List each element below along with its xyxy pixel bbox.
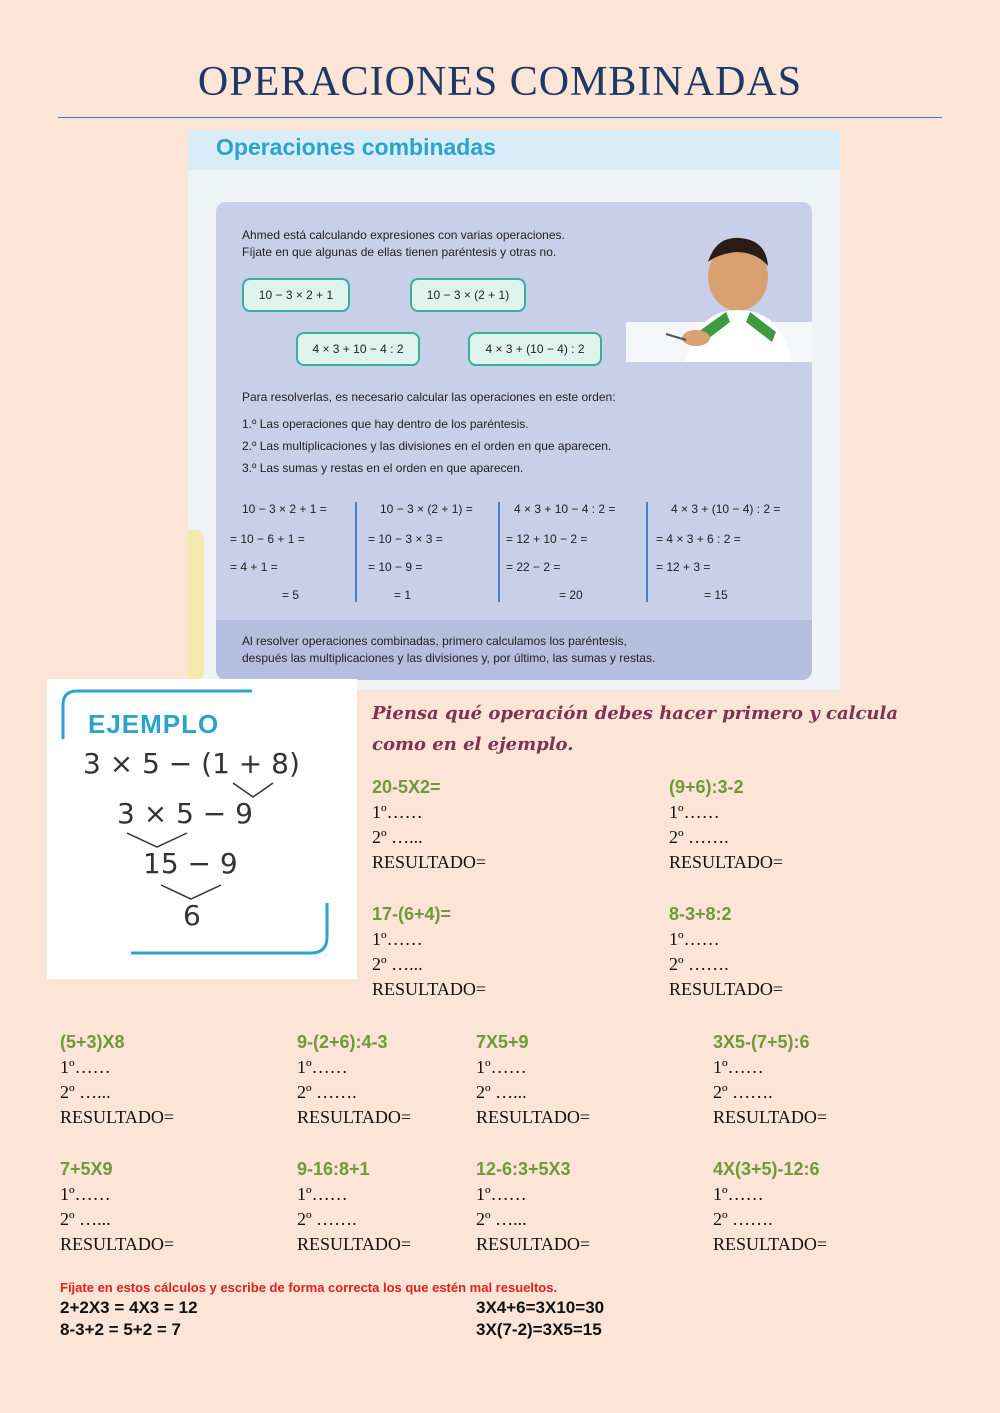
order-step-1: 1.º Las operaciones que hay dentro de los paréntesis. — [242, 417, 529, 431]
exercise-block — [476, 1156, 706, 1257]
calc-line: = 12 + 10 − 2 = — [506, 532, 588, 546]
correction-instruction: Fíjate en estos cálculos y escribe de forma correcta los que estén mal resueltos. — [60, 1280, 558, 1295]
step-2-blank[interactable]: 2º ……. — [669, 827, 729, 847]
calc-line: 4 × 3 + 10 − 4 : 2 = — [514, 502, 616, 516]
result-blank[interactable]: RESULTADO= — [372, 979, 487, 999]
step-2-blank[interactable]: 2º …... — [372, 954, 423, 974]
example-title: EJEMPLO — [88, 709, 220, 739]
result-blank[interactable]: RESULTADO= — [713, 1107, 828, 1127]
step-1-blank[interactable]: 1º…… — [476, 1184, 527, 1204]
calc-line: = 4 × 3 + 6 : 2 = — [656, 532, 741, 546]
result-blank[interactable]: RESULTADO= — [60, 1234, 175, 1254]
exercise-block — [713, 1029, 943, 1130]
correction-item: 2+2X3 = 4X3 = 12 — [60, 1298, 198, 1317]
result-blank[interactable]: RESULTADO= — [297, 1107, 412, 1127]
exercise-expression: 7X5+9 — [476, 1032, 529, 1052]
expression-box: 4 × 3 + 10 − 4 : 2 — [296, 332, 420, 366]
step-1-blank[interactable]: 1º…… — [713, 1057, 764, 1077]
result-blank[interactable]: RESULTADO= — [669, 979, 784, 999]
step-2-blank[interactable]: 2º …... — [476, 1209, 527, 1229]
exercise-expression: 12-6:3+5X3 — [476, 1159, 571, 1179]
step-1-blank[interactable]: 1º…… — [713, 1184, 764, 1204]
step-1-blank[interactable]: 1º…… — [372, 802, 423, 822]
intro-line-1: Ahmed está calculando expresiones con varias operaciones. — [242, 228, 565, 242]
correction-item: 8-3+2 = 5+2 = 7 — [60, 1320, 181, 1339]
step-1-blank[interactable]: 1º…… — [669, 802, 720, 822]
calc-line: 10 − 3 × 2 + 1 = — [242, 502, 327, 516]
textbook-header — [188, 130, 840, 170]
calc-line: = 10 − 9 = — [368, 560, 423, 574]
exercise-expression: 7+5X9 — [60, 1159, 113, 1179]
calc-result: = 5 — [282, 588, 300, 602]
calc-line: 4 × 3 + (10 − 4) : 2 = — [671, 502, 781, 516]
calc-line: = 22 − 2 = — [506, 560, 561, 574]
exercise-expression: 9-(2+6):4-3 — [297, 1032, 388, 1052]
step-2-blank[interactable]: 2º ……. — [297, 1082, 357, 1102]
textbook-panel — [188, 130, 840, 690]
order-step-3: 3.º Las sumas y restas en el orden en que aparecen. — [242, 461, 524, 475]
exercise-expression: 4X(3+5)-12:6 — [713, 1159, 820, 1179]
calc-separator — [498, 502, 500, 602]
step-1-blank[interactable]: 1º…… — [297, 1057, 348, 1077]
step-1-blank[interactable]: 1º…… — [60, 1184, 111, 1204]
step-2-blank[interactable]: 2º ……. — [669, 954, 729, 974]
result-blank[interactable]: RESULTADO= — [476, 1107, 591, 1127]
boy-writing-illustration — [626, 222, 812, 362]
exercise-expression: 9-16:8+1 — [297, 1159, 370, 1179]
summary-line-1: Al resolver operaciones combinadas, primero calculamos los paréntesis, — [242, 634, 627, 648]
step-1-blank[interactable]: 1º…… — [60, 1057, 111, 1077]
intro-line-2: Fíjate en que algunas de ellas tienen paréntesis y otras no. — [242, 245, 557, 259]
step-1-blank[interactable]: 1º…… — [669, 929, 720, 949]
textbook-title: Operaciones combinadas — [216, 134, 496, 160]
step-2-blank[interactable]: 2º ……. — [713, 1209, 773, 1229]
exercise-block — [372, 901, 602, 1002]
exercise-block — [60, 1156, 290, 1257]
correction-item: 3X4+6=3X10=30 — [476, 1298, 605, 1317]
exercise-block — [713, 1156, 943, 1257]
step-2-blank[interactable]: 2º …... — [372, 827, 423, 847]
title-underline — [58, 117, 942, 118]
expression-box: 4 × 3 + (10 − 4) : 2 — [468, 332, 602, 366]
example-step: 3 × 5 − 9 — [117, 797, 253, 830]
step-1-blank[interactable]: 1º…… — [476, 1057, 527, 1077]
step-2-blank[interactable]: 2º …... — [476, 1082, 527, 1102]
calc-result: = 15 — [704, 588, 728, 602]
exercise-block — [669, 774, 899, 875]
exercise-block — [669, 901, 899, 1002]
step-2-blank[interactable]: 2º …... — [60, 1082, 111, 1102]
result-blank[interactable]: RESULTADO= — [713, 1234, 828, 1254]
exercise-expression: 3X5-(7+5):6 — [713, 1032, 810, 1052]
exercise-block — [372, 774, 602, 875]
step-2-blank[interactable]: 2º ……. — [713, 1082, 773, 1102]
step-2-blank[interactable]: 2º ……. — [297, 1209, 357, 1229]
example-box — [47, 679, 357, 979]
exercise-expression: (5+3)X8 — [60, 1032, 125, 1052]
calc-result: = 1 — [394, 588, 412, 602]
calc-separator — [355, 502, 357, 602]
result-blank[interactable]: RESULTADO= — [476, 1234, 591, 1254]
calc-line: 10 − 3 × (2 + 1) = — [380, 502, 473, 516]
exercise-expression: 17-(6+4)= — [372, 904, 452, 924]
page-title: OPERACIONES COMBINADAS — [197, 59, 803, 105]
summary-band — [216, 620, 812, 680]
correction-item: 3X(7-2)=3X5=15 — [476, 1320, 602, 1339]
example-step: 15 − 9 — [143, 847, 238, 880]
calc-line: = 10 − 6 + 1 = — [230, 532, 305, 546]
explanation-card — [216, 202, 812, 680]
exercise-expression: 8-3+8:2 — [669, 904, 732, 924]
exercise-expression: (9+6):3-2 — [669, 777, 744, 797]
result-blank[interactable]: RESULTADO= — [372, 852, 487, 872]
calc-line: = 10 − 3 × 3 = — [368, 532, 443, 546]
exercise-expression: 20-5X2= — [372, 777, 441, 797]
step-2-blank[interactable]: 2º …... — [60, 1209, 111, 1229]
calc-result: = 20 — [559, 588, 583, 602]
calc-separator — [646, 502, 648, 602]
summary-line-2: después las multiplicaciones y las divisiones y, por último, las sumas y restas. — [242, 651, 656, 665]
result-blank[interactable]: RESULTADO= — [297, 1234, 412, 1254]
expression-box: 10 − 3 × (2 + 1) — [410, 278, 526, 312]
example-step: 6 — [183, 899, 201, 932]
side-tab — [188, 530, 204, 680]
order-intro: Para resolverlas, es necesario calcular las operaciones en este orden: — [242, 390, 616, 404]
exercise-block — [60, 1029, 290, 1130]
order-step-2: 2.º Las multiplicaciones y las divisiones en el orden en que aparecen. — [242, 439, 612, 453]
step-1-blank[interactable]: 1º…… — [372, 929, 423, 949]
result-blank[interactable]: RESULTADO= — [60, 1107, 175, 1127]
result-blank[interactable]: RESULTADO= — [669, 852, 784, 872]
expression-box: 10 − 3 × 2 + 1 — [242, 278, 350, 312]
exercise-block — [476, 1029, 706, 1130]
step-1-blank[interactable]: 1º…… — [297, 1184, 348, 1204]
calc-line: = 4 + 1 = — [230, 560, 278, 574]
example-step: 3 × 5 − (1 + 8) — [83, 747, 300, 780]
calc-line: = 12 + 3 = — [656, 560, 711, 574]
instruction-text: Piensa qué operación debes hacer primero y calcula como en el ejemplo. — [372, 703, 898, 755]
